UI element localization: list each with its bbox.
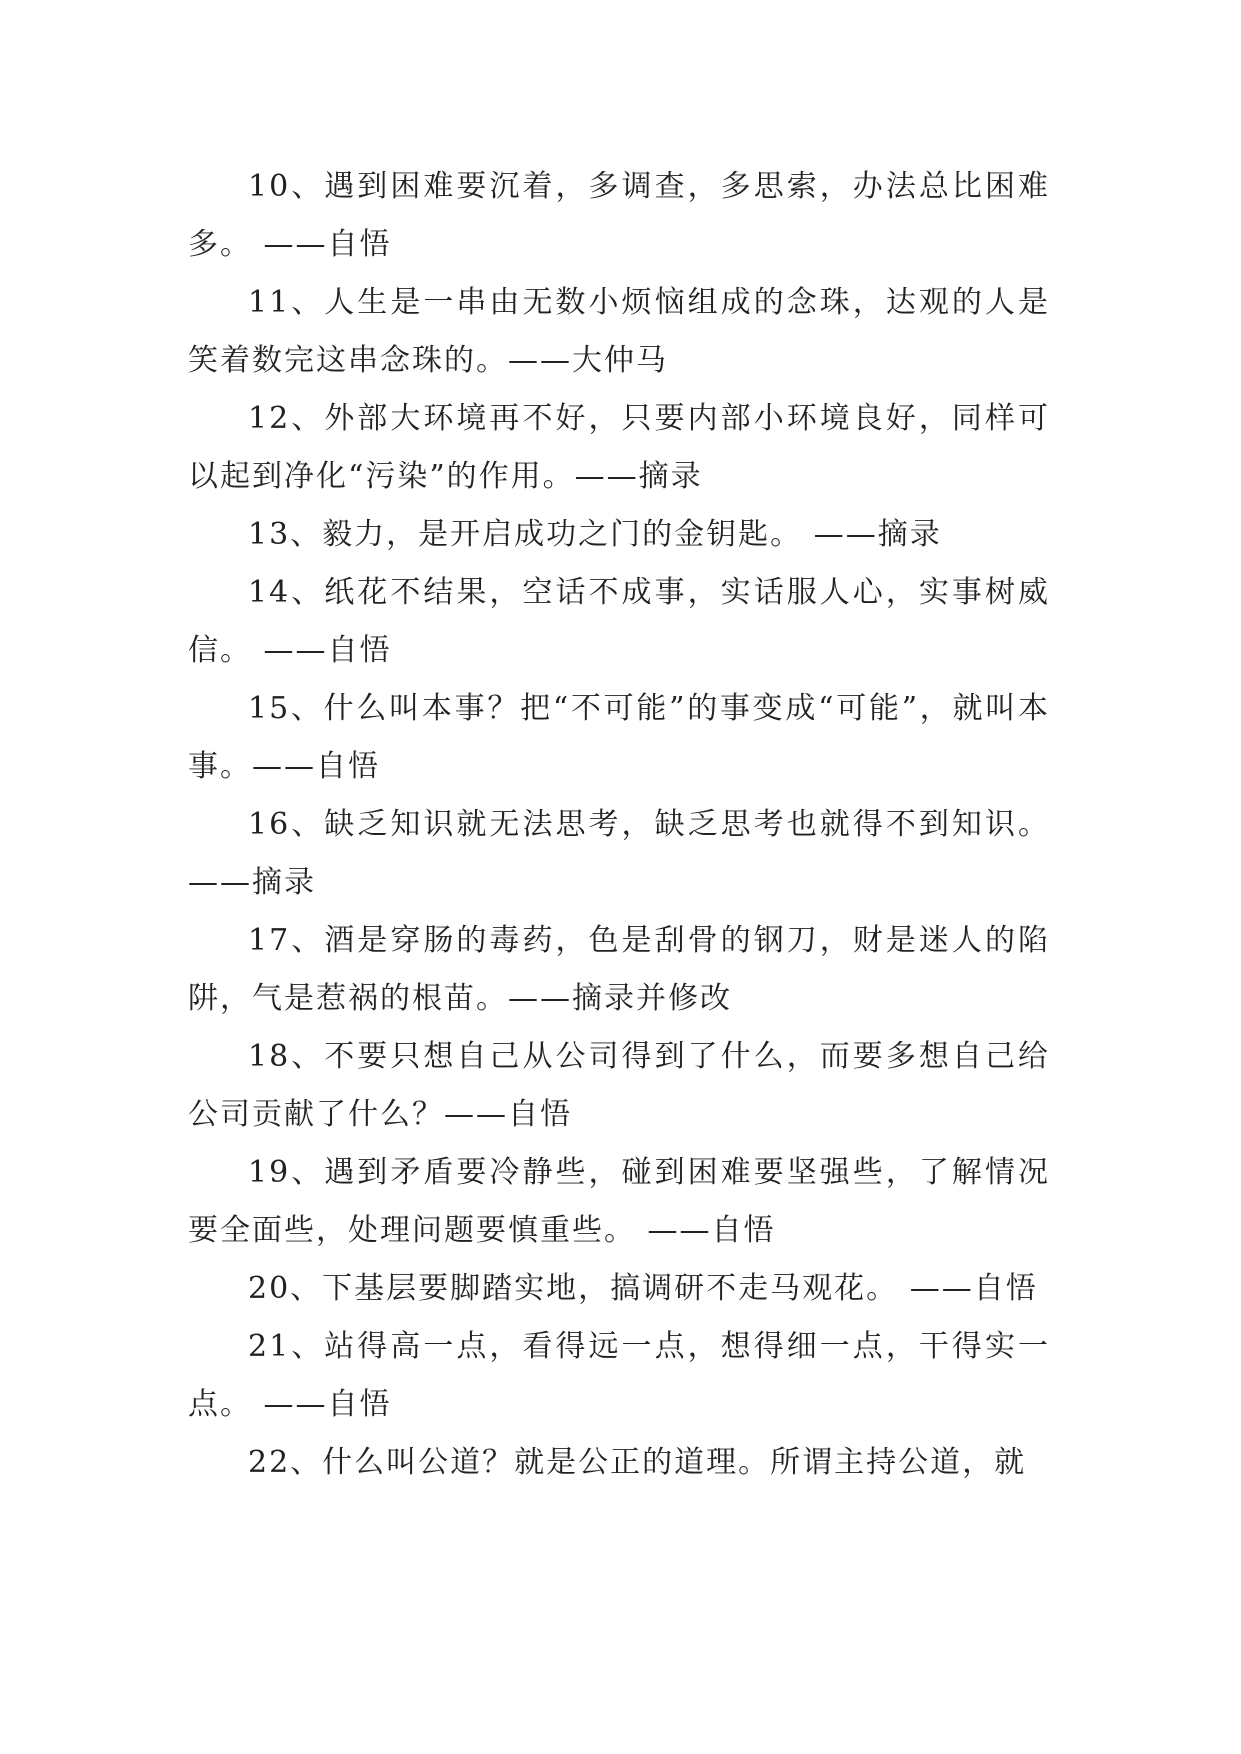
quote-paragraph: 16、缺乏知识就无法思考，缺乏思考也就得不到知识。——摘录 bbox=[188, 807, 1050, 900]
quote-paragraph: 17、酒是穿肠的毒药，色是刮骨的钢刀，财是迷人的陷阱，气是惹祸的根苗。——摘录并修改 bbox=[188, 923, 1050, 1016]
quote-paragraph: 21、站得高一点，看得远一点，想得细一点，干得实一点。 ——自悟 bbox=[188, 1329, 1050, 1422]
quote-paragraph: 11、人生是一串由无数小烦恼组成的念珠，达观的人是笑着数完这串念珠的。——大仲马 bbox=[188, 285, 1050, 378]
quote-paragraph: 18、不要只想自己从公司得到了什么，而要多想自己给公司贡献了什么？——自悟 bbox=[188, 1039, 1050, 1132]
quote-paragraph: 13、毅力，是开启成功之门的金钥匙。 ——摘录 bbox=[248, 517, 942, 552]
quote-paragraph: 19、遇到矛盾要冷静些，碰到困难要坚强些，了解情况要全面些，处理问题要慎重些。 ——自悟 bbox=[188, 1155, 1050, 1248]
quote-paragraph: 15、什么叫本事？把“不可能”的事变成“可能”，就叫本事。——自悟 bbox=[188, 691, 1050, 784]
document-body bbox=[188, 158, 1050, 1492]
quote-paragraph: 10、遇到困难要沉着，多调查，多思索，办法总比困难多。 ——自悟 bbox=[188, 169, 1050, 262]
quote-paragraph: 22、什么叫公道？就是公正的道理。所谓主持公道，就 bbox=[248, 1445, 1027, 1480]
quote-paragraph: 20、下基层要脚踏实地，搞调研不走马观花。 ——自悟 bbox=[248, 1271, 1038, 1306]
quote-paragraph: 12、外部大环境再不好，只要内部小环境良好，同样可以起到净化“污染”的作用。——摘录 bbox=[188, 401, 1050, 494]
quote-paragraph: 14、纸花不结果，空话不成事，实话服人心，实事树威信。 ——自悟 bbox=[188, 575, 1050, 668]
